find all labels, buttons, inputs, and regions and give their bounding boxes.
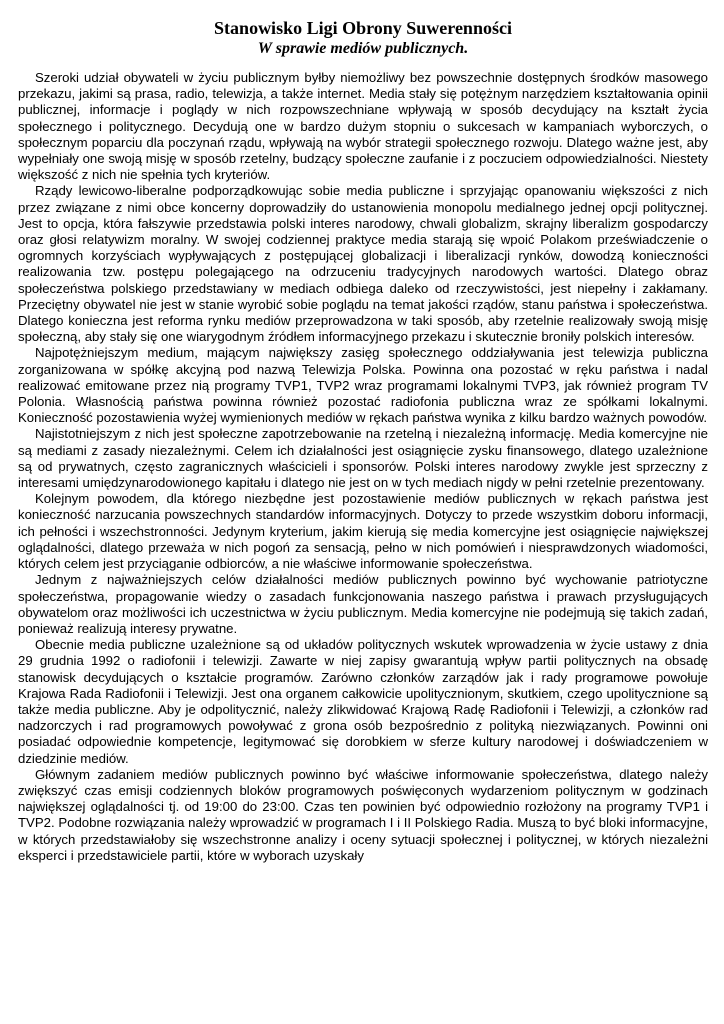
paragraph: Najistotniejszym z nich jest społeczne zapotrzebowanie na rzetelną i niezależną informację. Media komercyjne nie są mediami z zasady niezależnymi. Celem ich działalności jest osiągnięcie zysku finansowego, dlatego uzależnione są od prywatnych, często zagranicznych właścicieli i sponsorów. Polski interes narodowy zwykle jest sprzeczny z interesami umiędzynarodowionego kapitału i dlatego nie jest on w tych mediach nigdy w pełni rzetelnie prezentowany.: [18, 426, 708, 491]
document-title: Stanowisko Ligi Obrony Suwerenności: [214, 18, 512, 38]
paragraph: Obecnie media publiczne uzależnione są od układów politycznych wskutek wprowadzenia w życie ustawy z dnia 29 grudnia 1992 o radiofonii i telewizji. Zawarte w niej zapisy gwarantują wpływ partii politycznych na obsadę stanowisk decydujących o kształcie programów. Zarówno członków zarządów jak i rady programowe powołuje Krajowa Rada Radiofonii i Telewizji. Jest ona organem całkowicie upolitycznionym, skutkiem, czego upolitycznione są także media publiczne. Aby je odpolitycznić, należy zlikwidować Krajową Radę Radiofonii i Telewizji, a członków rad nadzorczych i rad programowych powoływać z grona osób bezpośrednio z polityką niezwiązanych. Powinni oni posiadać odpowiednie kompetencje, legitymować się dorobkiem w sferze kultury narodowej i doświadczeniem w dziedzinie mediów.: [18, 637, 708, 766]
paragraph: Szeroki udział obywateli w życiu publicznym byłby niemożliwy bez powszechnie dostępnych środków masowego przekazu, jakimi są prasa, radio, telewizja, a także internet. Media stały się potężnym narzędziem kształtowania opinii publicznej, informacje i poglądy w nich rozpowszechniane wpływają w sposób decydujący na kształt życia społecznego i politycznego. Decydują one w bardzo dużym stopniu o sukcesach w kampaniach wyborczych, o społecznym poparciu dla poczynań rządu, wpływają na wybór strategii społecznego rozwoju. Dlatego ważne jest, aby wypełniały one swoją misję w sposób rzetelny, budzący społeczne zaufanie i z poczuciem odpowiedzialności. Niestety większość z nich nie spełnia tych kryteriów.: [18, 70, 708, 183]
document-subtitle: W sprawie mediów publicznych.: [257, 40, 469, 57]
paragraph: Najpotężniejszym medium, mającym największy zasięg społecznego oddziaływania jest telewizja publiczna zorganizowana w spółkę akcyjną pod nazwą Telewizja Polska. Powinna ona pozostać w ręku państwa i nadal realizować emitowane przez nią programy TVP1, TVP2 wraz programami lokalnymi TVP3, jak również program TV Polonia. Własnością państwa powinna również pozostać radiofonia publiczna wraz ze spółkami lokalnymi. Konieczność pozostawienia wyżej wymienionych mediów w rękach państwa wynika z kilku bardzo ważnych powodów.: [18, 345, 708, 426]
paragraph: Kolejnym powodem, dla którego niezbędne jest pozostawienie mediów publicznych w rękach państwa jest konieczność narzucania powszechnych standardów informacyjnych. Dotyczy to przede wszystkim doboru informacji, ich pełności i wszechstronności. Jedynym kryterium, jakim kierują się media komercyjne jest osiągnięcie największej oglądalności, dlatego przeważa w nich pogoń za sensacją, pełno w nich pomówień i niesprawdzonych wiadomości, których celem jest przyciąganie odbiorców, a nie właściwe informowanie społeczeństwa.: [18, 491, 708, 572]
document-body: [18, 70, 708, 864]
paragraph: Głównym zadaniem mediów publicznych powinno być właściwe informowanie społeczeństwa, dlatego należy zwiększyć czas emisji codziennych bloków programowych poświęconych wydarzeniom politycznym w godzinach największej oglądalności tj. od 19:00 do 23:00. Czas ten powinien być odpowiednio rozłożony na programy TVP1 i TVP2. Podobne rozwiązania należy wprowadzić w programach I i II Polskiego Radia. Muszą to być bloki informacyjne, w których przedstawiałoby się wszechstronne analizy i oceny sytuacji społecznej i politycznej, w których niezależni eksperci i przedstawiciele partii, które w wyborach uzyskały: [18, 766, 708, 863]
paragraph: Jednym z najważniejszych celów działalności mediów publicznych powinno być wychowanie patriotyczne społeczeństwa, propagowanie wiedzy o zasadach funkcjonowania naszego państwa i prawach przysługujących obywatelom oraz możliwości ich uczestnictwa w życiu publicznym. Media komercyjne nie podejmują się takich zadań, ponieważ realizują interesy prywatne.: [18, 572, 708, 636]
paragraph: Rządy lewicowo-liberalne podporządkowując sobie media publiczne i sprzyjając opanowaniu większości z nich przez związane z nimi obce koncerny doprowadziły do ustanowienia monopolu medialnego jednej opcji politycznej. Jest to opcja, która fałszywie przedstawia polski interes narodowy, chwali globalizm, skrajny liberalizm gospodarczy oraz głosi relatywizm moralny. W swojej codziennej praktyce media starają się wpoić Polakom przeświadczenie o ogromnych korzyściach wypływających z postępującej globalizacji i liberalizacji rynków, dowodzą konieczności realizowania tzw. postępu polegającego na odrzuceniu tradycyjnych narodowych wartości. Dlatego obraz społeczeństwa polskiego przedstawiany w mediach odbiega daleko od rzeczywistości, jest niepełny i zakłamany. Przeciętny obywatel nie jest w stanie wyrobić sobie poglądu na temat jakości rządów, stanu państwa i społeczeństwa. Dlatego konieczna jest reforma rynku mediów przeprowadzona w taki sposób, aby rzetelnie realizowały swoją misję społeczną, aby stały się one wiarygodnym źródłem informacyjnego przekazu i skutecznie broniły polskich interesów.: [18, 183, 708, 345]
document-page: [18, 14, 708, 864]
